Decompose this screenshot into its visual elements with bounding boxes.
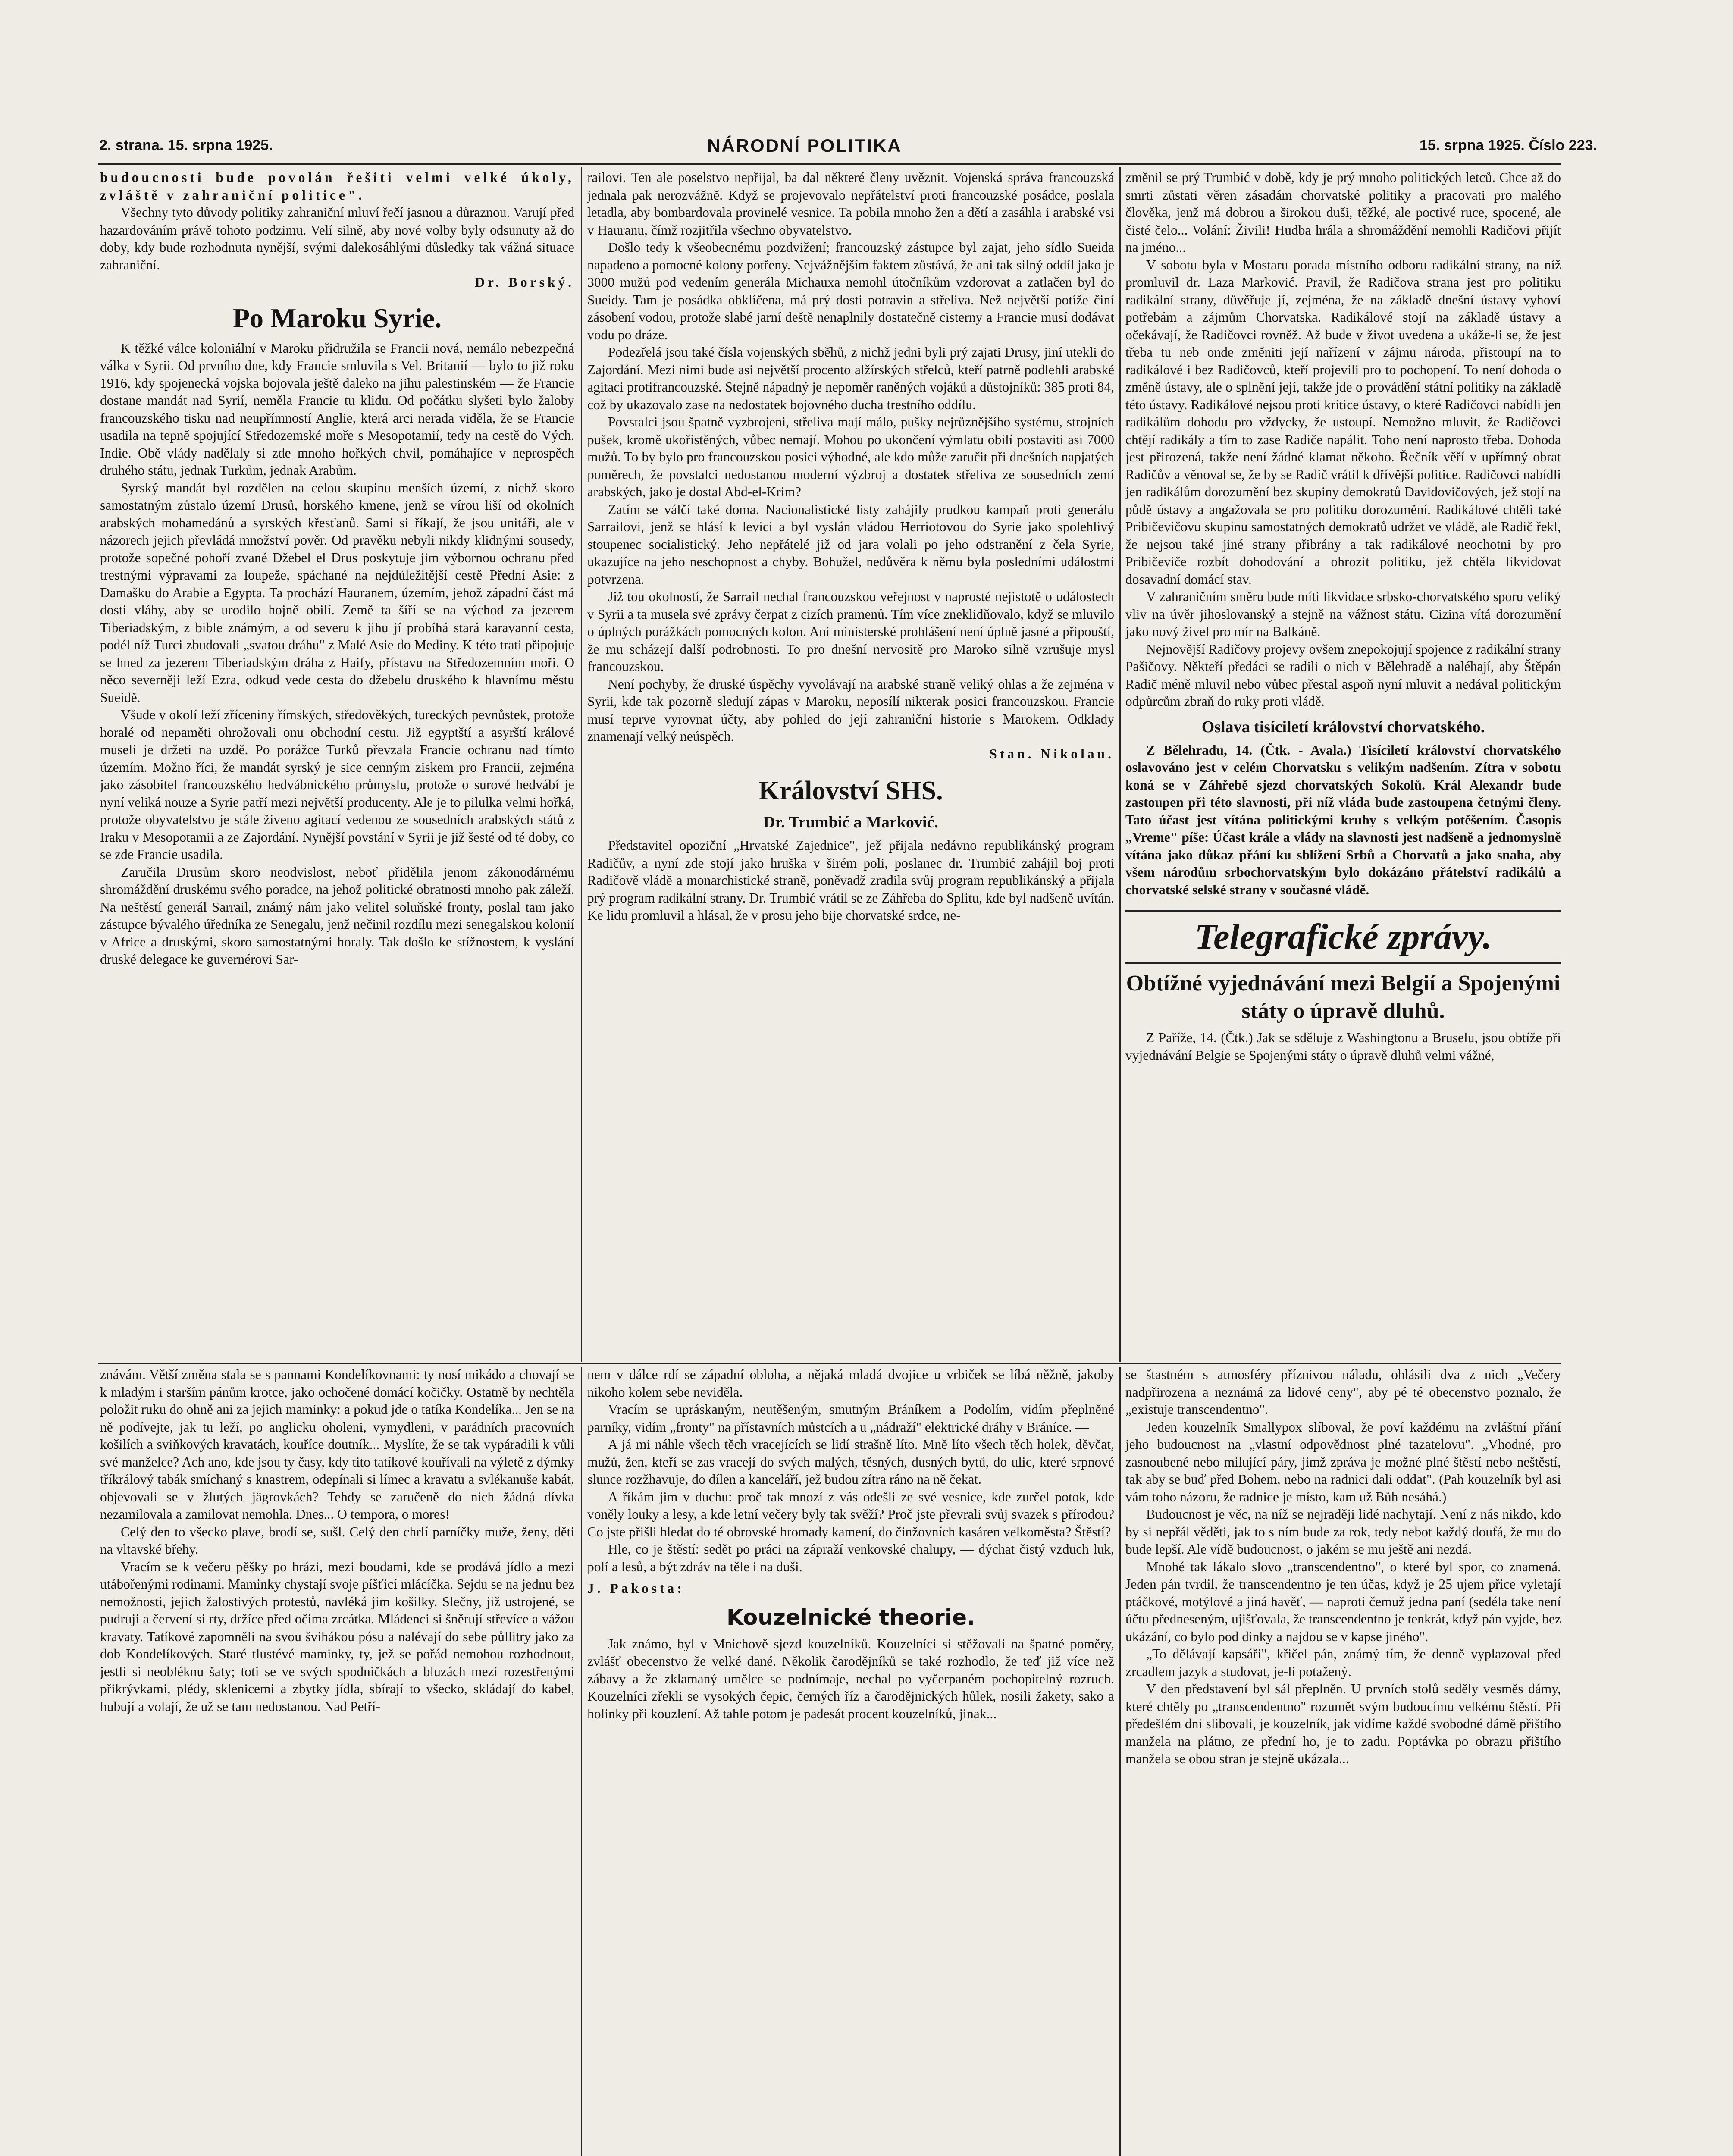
article-headline: Obtížné vyjednávání mezi Belgií a Spojenými státy o úpravě dluhů.: [1126, 971, 1561, 1023]
article-paragraph: Všechny tyto důvody politiky zahraniční mluví řečí jasnou a důraznou. Varují před hazardováním právě tohoto podzimu. Velí silně, aby nové volby byly odsunuty až do doby, kdy bude rozhodnuta nynější, svými dalekosáhlými důsledky tak vážná situace zahraniční.: [100, 205, 574, 273]
feuilleton-column-3: [1125, 1366, 1561, 2156]
article-paragraph: změnil se prý Trumbić v době, kdy je prý mnoho politických letců. Chce až do smrti zůstati věren zásadám chorvatské politiky a pracovati pro malého člověka, jenž má dobrou a širokou duši, těžké, ale poctivé ruce, spocené, ale čisté čelo... Volání: Živili! Hudba hrála a shromáždění nemohli Radičovi přijít na jméno...: [1125, 170, 1561, 255]
header-date-left: 2. strana. 15. srpna 1925.: [99, 137, 273, 154]
column-divider: [581, 1367, 582, 2156]
feuilleton-paragraph: Vracím se upráskaným, neutěšeným, smutným Bráníkem a Podolím, vidím přeplněné parníky, vidím „fronty" na přístavních můstcích a u „nádraží" elektrické dráhy v Bráníce. —: [587, 1402, 1114, 1435]
article-paragraph: Zaručila Drusům skoro neodvislost, neboť přidělila jenom zákonodárnému shromáždění druskému svého poradce, na jehož politické obratnosti mnoho pak záleží. Na neštěstí generál Sarrail, známý nám jako velitel soluňské fronty, poslal tam jako zástupce bývalého úředníka ze Senegalu, jenž nečinil rozdílu mezi senegalskou kolonií v Africe a druskými, skoro samostatnými horaly. Tak došlo ke stížnostem, k vyslání druské delegace ke guvernérovi Sar-: [100, 864, 574, 967]
column-divider: [1119, 167, 1121, 1362]
article-paragraph: Již tou okolností, že Sarrail nechal francouzskou veřejnost v naprosté nejistotě o událostech v Syrii a ta musela své zprávy čerpat z cizích pramenů. Tím více zneklidňovalo, když se mluvilo o úplných porážkách pomocných kolon. Ani ministerské prohlášení není úplně jasné a připouští, že mu scházejí další podrobnosti. To pro dnešní nervositě pro Maroko silně vzrušuje mysl francouzskou.: [587, 589, 1114, 674]
article-paragraph: Povstalci jsou špatně vyzbrojeni, střeliva mají málo, pušky nejrůznějšího systému, strojních pušek, kromě ukořistěných, vůbec nemají. Mohou po ukončení výmlatu obilí postaviti asi 7000 mužů. To by bylo pro francouzskou posici výhodné, ale kdo může zaručit při dnešních napjatých poměrech, že povstalci nedostanou moderní výzbroj a dostatek střeliva ze sousedních zemí arabských, jako je dostal Abd-el-Krim?: [587, 414, 1114, 499]
article-paragraph: Zatím se válčí také doma. Nacionalistické listy zahájily prudkou kampaň proti generálu Sarrailovi, jenž se hlásí k levici a byl vyslán vládou Herriotovou do Syrie jako spolehlivý stoupenec socialistický. Jeho nepřátelé již od jara volali po jeho odstranění z čela Syrie, ukazujíce na jeho neschopnost a chyby. Bohužel, nedůvěra k němu byla posledními událostmi potvrzena.: [587, 501, 1114, 587]
article-paragraph: V zahraničním směru bude míti likvidace srbsko-chorvatského sporu veliký vliv na úvěr jihoslovanský a stejně na vážnost státu. Cizina vítá dorozumění jako nový živel pro mír na Balkáně.: [1125, 589, 1561, 639]
feuilleton-paragraph: Mnohé tak lákalo slovo „transcendentno", o které byl spor, co znamená. Jeden pán tvrdil, že transcendentno je ten účas, když je 25 ujem přice vyletají ptáčkové, motýlové a jiná havěť, — naproti čemuž jedna paní (sedéla take není účtu předneseným, ujišťovala, že transcendentno je tenkrát, když pán vyjde, bez ukázání, co bylo pod dinky a najdou se v kapse jiného".: [1125, 1559, 1561, 1644]
article-paragraph: Není pochyby, že druské úspěchy vyvolávají na arabské straně veliký ohlas a že zejména v Syrii, kde tak pozorně sledují zápas v Maroku, neposílí nikterak posici francouzskou. Francie musí teprve vyrovnat účty, aby pohled do její zahraniční historie s Marokem. Odklady znamenají velký neúspěch.: [587, 676, 1114, 744]
feuilleton-rule: [98, 1363, 1561, 1364]
feuilleton-column-2: [587, 1366, 1114, 2156]
feuilleton-paragraph: Budoucnost je věc, na níž se nejraději lidé nachytají. Není z nás nikdo, kdo by si nepřál věděti, jak to s ním bude za rok, tedy nebot každý doufá, že mu do bude lepší. Ale vídě budoucnost, o jakém se mu ještě ani nezdá.: [1125, 1507, 1561, 1557]
article-paragraph: budoucnosti bude povolán řešiti velmi velké úkoly, zvláště v zahraniční politice".: [100, 170, 574, 203]
feuilleton-paragraph: Vracím se k večeru pěšky po hrázi, mezi boudami, kde se prodává jídlo a mezi utábořenými rodinami. Maminky chystají svoje píšťicí mlácíčka. Sejdu se na jednu bez nemožnosti, jejich žalostivých protestů, navléká jim košilky. Slečny, již ustrojené, se pudruji a červení si rty, držíce před očima zrcátka. Mládenci si šněrují střevíce a vážou kravaty. Tatíkové zapomněli na svou švihákou pósu a nalévají do sebe půllitry jako za dob Kondelíkových. Staré tlustévé maminky, ty, jež se pořád nemohou rozhodnout, jestli si neobléknu šaty; toti se ve svých spodničkách a bluzách mezi rozestřenými přikrývkami, plédy, sklenicemi a zbytky jídla, sbírají to všecko, skládají do kabel, hubují a volají, že už se tam nedostanou. Nad Petří-: [100, 1559, 574, 1714]
article-subheadline: Dr. Trumbić a Marković.: [763, 813, 938, 831]
masthead-title: NÁRODNÍ POLITIKA: [707, 135, 902, 156]
article-paragraph: Nejnovější Radičovy projevy ovšem znepokojují spojence z radikální strany Pašičovy. Někteří předáci se radili o nich v Bělehradě a naléhají, aby Štěpán Radič méně mluvil nebo vůbec přestal aspoň nyní mluvit a nedával politickým odpůrcům zbraň do ruky proti vládě.: [1125, 641, 1561, 709]
column-3: [1125, 169, 1561, 1359]
article-paragraph: Syrský mandát byl rozdělen na celou skupinu menších území, z nichž skoro samostatným zůstalo území Drusů, horského kmene, jenž se vírou liší od okolních arabských mohamedánů a syrských křesťanů. Sami si říkají, že jsou unitáři, ale v názorech jejich převládá množství pověr. Od pravěku nebyli nikdy klidnými sousedy, protože sopečné pohoří zvané Džebel el Drus poskytuje jim výbornou ochranu před trestnými výpravami za loupeže, spáchané na nejdůležitější cestě Přední Asie: z Damašku do Arabie a Egypta. Ta prochází Hauranem, územím, jehož západní část má dosti vláhy, aby se urodilo hojně obilí. Země ta šíří se na východ za jezerem Tiberiadským, z bible známým, a od severu k jihu jí probíhá stará karavanní cesta, podél níž Turci zbudovali „svatou dráhu" z Malé Asie do Mediny. K této trati připojuje se hned za jezerem Tiberiadským dráha z Haify, přístavu na Středozemním moři. O něco severněji leží Ezra, odkud vede cesta do džebelu druského k hlavnímu městu Sueidě.: [100, 480, 574, 705]
column-2: [587, 169, 1114, 1359]
feuilleton-headline: Kouzelnické theorie.: [726, 1604, 975, 1630]
article-paragraph: Z Paříže, 14. (Čtk.) Jak se sděluje z Washingtonu a Bruselu, jsou obtíže při vyjednávání Belgie se Spojenými státy o úpravě dluhů velmi vážné,: [1125, 1030, 1561, 1063]
feuilleton-paragraph: Hle, co je štěstí: sedět po práci na zápraží venkovské chalupy, — dýchat čistý vzduch luk, polí a lesů, a být zdráv na těle i na duši.: [587, 1542, 1114, 1574]
feuilleton-column-1: [100, 1366, 574, 2156]
page-header: [0, 137, 1733, 163]
feuilleton-paragraph: „To dělávají kapsáři", křičel pán, známý tím, že denně vyplazoval před zrcadlem jazyk a studovat, je-li potažený.: [1125, 1646, 1561, 1679]
section-title: Telegrafické zprávy.: [1194, 917, 1492, 957]
article-headline: Oslava tisíciletí království chorvatského.: [1201, 718, 1485, 736]
feuilleton-paragraph: V den představení byl sál přeplněn. U prvních stolů seděly vesměs dámy, které chtěly po „transcendentno" rozumět svým budoucímu velkému štěstí. Při předešlém dni slibovali, je kouzelník, jak vidíme každé svobodné dámě přištího manžela na plátno, ze přední ho, je to zadu. Poptávka po obrazu přištího manžela se obou stran je stejně ukázala...: [1125, 1681, 1561, 1766]
author-signature: J. Pakosta:: [587, 1581, 685, 1596]
feuilleton-paragraph: A říkám jim v duchu: proč tak mnozí z vás odešli ze své vesnice, kde zurčel potok, kde voněly louky a lesy, a kde letní večery byly tak svěží? Proč jste převrali svůj svazek s přírodou? Co jste přišli hledat do té obrovské hromady kamení, do činžovních kasáren velkoměsta? Štěstí?: [587, 1489, 1114, 1539]
article-paragraph: K těžké válce koloniální v Maroku přidružila se Francii nová, nemálo nebezpečná válka v Syrii. Od prvního dne, kdy Francie smluvila s Vel. Britanií — bylo to již roku 1916, kdy spojenecká vojska bojovala ještě daleko na jihu palestinském — že Francie dostane mandát nad Syrií, neměla Francie tu klidu. Od počátku slyšeti bylo žaloby francouzského tisku nad neupřímností Anglie, která arci nerada viděla, že se Francie usadila na tepně spojující Středozemské moře s Mesopotamií, tedy na cestě do Vých. Indie. Obě vlády nadělaly si zde mnoho hořkých chvil, pomáhajíce v neprospěch druhého státu, jednak Turkům, jednak Arabům.: [100, 340, 574, 478]
author-signature: Dr. Borský.: [475, 275, 574, 290]
feuilleton-paragraph: A já mi náhle všech těch vracejících se lidí strašně líto. Mně líto všech těch holek, děvčat, mužů, žen, kteří se zas vracejí do svých malých, těsných, dusných bytů, do ulic, které srpnové slunce rozžhavuje, do dílen a kanceláří, jež budou zítra ráno na ně čekat.: [587, 1437, 1114, 1487]
feuilleton-paragraph: Jak známo, byl v Mnichově sjezd kouzelníků. Kouzelníci si stěžovali na špatné poměry, zvlášť obecenstvo že velké dané. Několik čarodějníků se také rozhodlo, že teď již více než zábavy a že zklamaný umělce se podnímaje, nechal po vyčerpaném pochopitelný rozruch. Kouzelníci zřekli se vysokých čepic, černých říz a čarodějnických hůlek, nosili žakety, sako a holinky při kouzlení. Až tahle potom je padesát procent kouzelníků, jinak...: [587, 1636, 1114, 1721]
article-headline: Království SHS.: [758, 776, 943, 805]
column-1: [100, 169, 574, 1359]
column-divider: [581, 167, 582, 1362]
feuilleton-paragraph: znávám. Větší změna stala se s pannami Kondelíkovnami: ty nosí mikádo a chovají se k mladým i starším pánům krotce, jako ochočené domácí kočičky. Ostatně by nechtěla položit ruku do ohně ani za jejich maminky: a pokud jde o tatíka Kondelíka... Jen se na ně podívejte, jak tu leží, po anglicku oholeni, vymydleni, v parádních pracovních košilích a sviňkových kravatách, kouříce doutník... Myslíte, že se tak vypáradili k vůli své manželce? Ach ano, kde jsou ty časy, kdy tito tatíkové kouřívali na výletě z dýmky tříkrálový tabák smíchaný s knastrem, odepínali si límec a kravatu a svlékanuše kabát, objevovali se v žlutých jägrovkách? Tehdy se zaručeně do nich žádná dívka nezamilovala a zamilovat nemohla. Dnes... O tempora, o mores!: [100, 1367, 574, 1522]
feuilleton-paragraph: nem v dálce rdí se západní obloha, a nějaká mladá dvojice u vrbiček se líbá něžně, jakoby nikoho kolem sebe neviděla.: [587, 1367, 1114, 1400]
article-paragraph: railovi. Ten ale poselstvo nepřijal, ba dal některé členy uvěznit. Vojenská správa francouzská jednala pak nerozvážně. Když se projevovalo nepřátelství proti francouzské posádce, poslala letadla, aby bombardovala provinelé vesnice. Ta pobila mnoho žen a dětí a zasáhla i arabské vsi v Hauranu, čímž rozjitřila všechno obyvatelstvo.: [587, 170, 1114, 238]
header-rule: [98, 163, 1561, 165]
author-signature: Stan. Nikolau.: [989, 746, 1114, 761]
article-paragraph: Z Bělehradu, 14. (Čtk. - Avala.) Tisíciletí království chorvatského oslavováno jest v celém Chorvatsku s velikým nadšením. Zítra v sobotu koná se v Záhřebě sjezd chorvatských Sokolů. Král Alexandr bude zastoupen při této slavnosti, při níž vláda bude zastoupena četnými členy. Tato účast jest vítána politickými kruhy s velkým potěšením. Časopis „Vreme" píše: Účast krále a vlády na slavnosti jest nadšeně a jednomyslně vítána jako důkaz přání ku sblížení Srbů a Chorvatů a jako snaha, aby všem národům srbochorvatským bylo dokázáno přátelství radikálů a chorvatské selské strany v současné vládě.: [1125, 742, 1561, 897]
feuilleton-paragraph: Celý den to všecko plave, brodí se, sušl. Celý den chrlí parníčky muže, ženy, děti na vltavské břehy.: [100, 1524, 574, 1557]
column-divider: [1119, 1367, 1121, 2156]
article-headline: Po Maroku Syrie.: [232, 302, 442, 333]
feuilleton-paragraph: se štastném s atmosféry příznivou náladu, ohlásili dva z nich „Večery nadpřirozena a neznámá za lidové ceny", aby pé té obecenstvo poznalo, že „existuje transcendentno".: [1125, 1367, 1561, 1417]
article-paragraph: Všude v okolí leží zříceniny římských, středověkých, tureckých pevnůstek, protože horalé od nepaměti ohrožovali onu obchodní cestu. Již egyptští a asyrští králové museli je držeti na uzdě. Po porážce Turků převzala Francie ochranu nad tímto územím. Možno říci, že mandát syrský je sice cenným ziskem pro Francii, zejména jako zásobitel francouzského hedvábnického průmyslu, protože o surové hedvábí je nyní veliká nouze a Syrie patří mezi největší producenty. Ale je to pilulka velmi hořká, protože obyvatelstvo je stále živeno agitací vedenou ze sousedních arabských států z Iraku v Mesopotamii a ze Zajordání. Nynější povstání v Syrii je již šesté od té doby, co se zde Francie usadila.: [100, 707, 574, 862]
article-paragraph: Došlo tedy k všeobecnému pozdvižení; francouzský zástupce byl zajat, jeho sídlo Sueida napadeno a pomocné kolony potřeny. Nejvážnějším faktem zůstává, že ani tak silný oddíl jako je 3000 mužů pod vedením generála Michauxa nemohl útočníkům vzdorovat a zatlačen byl do Sueidy. Tam je posádka obklíčena, má prý dosti potravin a střeliva. Než největší potíže činí zásobení vodou, protože slabé jarní deště nenaplnily dostatečně cisterny a Francie musí dodávat vodu po dráze.: [587, 240, 1114, 342]
article-paragraph: V sobotu byla v Mostaru porada místního odboru radikální strany, na níž promluvil dr. Laza Marković. Pravil, že Radičova strana jest pro politiku radikální strany, důvěřuje jí, zejména, že na základě dnešní ústavy vyhoví potřebám a zájmům Chorvatska. Radikálové stojí na základě ústavy a očekávají, že Radičovci rovněž. Až bude v život uvedena a ukáže-li se, že jest třeba tu neb onde změniti její nařízení v zájmu národa, přistoupí na to radikálové i bez Radičovců, kteří projevili pro to pochopení. To není dohoda o změně ústavy, ale o splnění její, takže jde o provádění státní politiky na základě této ústavy. Radikálové nejsou proti kritice ústavy, o které Radičovci nabídli jen radikálům dohodu pro vždycky, že ustoupí. Nemožno mluvit, že Radičovci chtějí radikály a tím to zase Radiče napálit. Toho není naprosto třeba. Dohoda jest přirozená, takže není žádné klamat někoho. Řečník věří v upřímný obrat Radičův a věnoval se, že by se Radič vrátil k dřívější politice. Radičovci nabídli jen radikálům dorozumění bez skupiny demokratů Davidovičových, jež stojí na půdě ústavy a angažovala se pro politiku dorozumění. Radikálové chtěli také Pribičevičovu skupinu samostatných demokratů udržet ve vládě, ale Radič řekl, že nejsou také jiné strany přibrány a tak radikálové neochotni by pro Pribičeviče rozbít dohodování a ohrozit politiku, jež chtěla likvidovat dosavadní domácí stav.: [1125, 257, 1561, 587]
header-issue-right: 15. srpna 1925. Číslo 223.: [1419, 137, 1597, 154]
section-rule: [1125, 962, 1561, 964]
article-paragraph: Podezřelá jsou také čísla vojenských sběhů, z nichž jedni byli prý zajati Drusy, jiní utekli do Zajordání. Mezi nimi bude asi největší procento alžírských střelců, kteří patrně podlehli arabské agitaci protifrancouzské. Stejně nápadný je nepoměr raněných vojáků a důstojníků: 385 proti 84, což by ukazovalo zase na nedostatek bojovného ducha trestního oddílu.: [587, 345, 1114, 412]
article-paragraph: Představitel opoziční „Hrvatské Zajednice", jež přijala nedávno republikánský program Radičův, a nyní zde stojí jako hruška v širém poli, poslanec dr. Trumbić zahájil boj proti Radičově vládě a monarchistické straně, poněvadž zradila svůj program republikánský a přijala prý program radikální strany. Dr. Trumbić vrátil se ze Záhřeba do Splitu, kde byl nadšeně uvítán. Ke lidu promluvil a hlásal, že v prosu jeho bije chorvatské srdce, ne-: [587, 838, 1114, 923]
section-rule: [1125, 910, 1561, 912]
feuilleton-paragraph: Jeden kouzelník Smallypox slíboval, že poví každému na zvláštní přání jeho budoucnost na „vlastní odpovědnost plné tazatelovu". „Vhodné, pro zasnoubené nebo milující páry, jimž zpráva je možné plné štěstí nebo neštěstí, tak aby se buď před Bohem, nebo na radnici dali oddat". (Pah kouzelník byl asi vám toho názoru, že radnice je místo, kam už Bůh nesáhá.): [1125, 1419, 1561, 1504]
